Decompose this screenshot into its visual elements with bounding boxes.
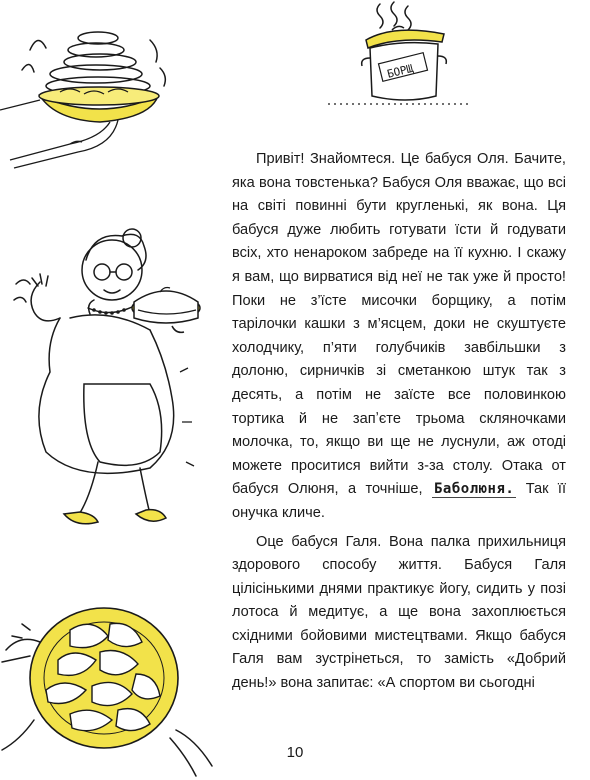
paragraph-1-end: Так її онучка кличе. [232,481,566,521]
plate-of-pies-icon [0,10,175,170]
grandma-with-cake-icon [10,222,220,540]
paragraph-2: Оце бабуся Галя. Вона палка прихильниця здорового способу життя. Бабуся Галя цілісінькими днями практикує йогу, сидить у позі лотоса й медитує, а ще вона захоплюється східними бойовими мистецтвами. Якщо бабуся Галя вам зустрінеться, то замість «Добрий день!» вона запитає: «А спортом ви сьогодні [232,533,566,692]
paragraph-1-main: Привіт! Знайомтеся. Це бабуся Оля. Бачите, яка вона товстенька? Бабуся Оля вважає, що всі на світі повинні бути кругленькі, як вона. Ця бабуся дуже любить готувати їсти й годувати всіх, хто ненароком забреде на її кухню. І скажу я вам, що вирватися від неї не так уже й просто! Поки не з’їсте мисочки борщику, а потім тарілочки кашки з м’ясцем, доки не скуштуєте холодчику, п’яти голубчиків завбільшки з долоню, сирничків зі сметанкою штук так з десять, а потім не заїсте все половинкою тортика й не запʼєте трьома скляночками молочка, то, якщо ви ще не луснули, аж отоді можете проситися вийти з-за столу. Отака от бабуся Олюня, а точніше, [232,151,566,498]
paragraph-1 [232,148,566,526]
pot-label: БОРЩ [385,61,415,81]
story-text [232,148,566,701]
handwritten-nickname: Баболюня. [433,481,515,498]
page-number: 10 [286,744,304,761]
borscht-pot-icon [318,0,478,110]
